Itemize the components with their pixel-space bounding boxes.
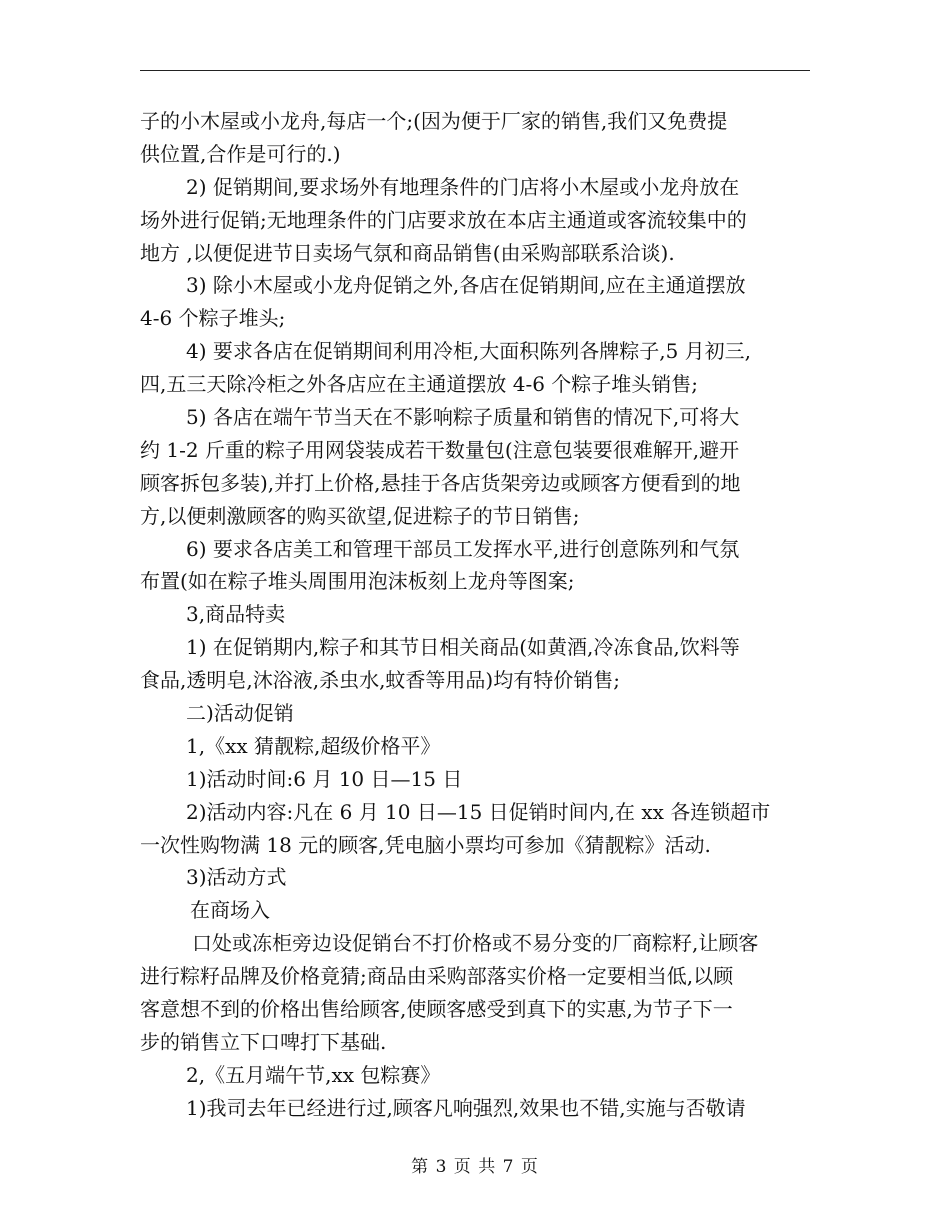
text-line: 2) 促销期间,要求场外有地理条件的门店将小木屋或小龙舟放在: [186, 174, 740, 199]
text-line: 在商场入: [190, 898, 270, 923]
text-line: 地方 ,以便促进节日卖场气氛和商品销售(由采购部联系洽谈).: [140, 240, 675, 265]
text-line: 口处或冻柜旁边设促销台不打价格或不易分变的厂商粽籽,让顾客: [192, 931, 759, 956]
text-line: 供位置,合作是可行的.): [140, 141, 341, 166]
text-line: 食品,透明皂,沐浴液,杀虫水,蚊香等用品)均有特价销售;: [140, 668, 620, 693]
section-heading: 二)活动促销: [186, 701, 294, 726]
text-line: 场外进行促销;无地理条件的门店要求放在本店主通道或客流较集中的: [140, 207, 747, 232]
text-line: 3) 除小木屋或小龙舟促销之外,各店在促销期间,应在主通道摆放: [186, 273, 746, 298]
text-line: 1) 在促销期内,粽子和其节日相关商品(如黄酒,冷冻食品,饮料等: [186, 635, 740, 660]
text-line: 2)活动内容:凡在 6 月 10 日—15 日促销时间内,在 xx 各连锁超市: [186, 799, 771, 824]
header-rule: [140, 70, 810, 71]
text-line: 客意想不到的价格出售给顾客,使顾客感受到真下的实惠,为节子下一: [140, 997, 733, 1022]
text-line: 一次性购物满 18 元的顾客,凭电脑小票均可参加《猜靓粽》活动.: [140, 832, 711, 857]
text-line: 6) 要求各店美工和管理干部员工发挥水平,进行创意陈列和气氛: [186, 536, 740, 561]
text-line: 四,五三天除冷柜之外各店应在主通道摆放 4-6 个粽子堆头销售;: [140, 372, 699, 397]
text-line: 约 1-2 斤重的粽子用网袋装成若干数量包(注意包装要很难解开,避开: [140, 437, 740, 462]
text-line: 顾客拆包多装),并打上价格,悬挂于各店货架旁边或顾客方便看到的地: [140, 470, 741, 495]
text-line: 5) 各店在端午节当天在不影响粽子质量和销售的情况下,可将大: [186, 405, 740, 430]
text-line: 4-6 个粽子堆头;: [140, 306, 286, 331]
text-line: 布置(如在粽子堆头周围用泡沫板刻上龙舟等图案;: [140, 569, 575, 594]
text-line: 1)我司去年已经进行过,顾客凡响强烈,效果也不错,实施与否敬请: [186, 1095, 746, 1120]
section-heading: 1,《xx 猜靓粽,超级价格平》: [186, 733, 441, 758]
section-heading: 3,商品特卖: [186, 602, 286, 627]
text-line: 4) 要求各店在促销期间利用冷柜,大面积陈列各牌粽子,5 月初三,: [186, 339, 752, 364]
document-body: [140, 105, 810, 1125]
text-line: 1)活动时间:6 月 10 日—15 日: [186, 766, 463, 791]
text-line: 方,以便刺激顾客的购买欲望,促进粽子的节日销售;: [140, 503, 580, 528]
section-heading: 2,《五月端午节,xx 包粽赛》: [186, 1062, 441, 1087]
page-footer: 第 3 页 共 7 页: [411, 1157, 539, 1177]
text-line: 3)活动方式: [186, 865, 287, 890]
text-line: 子的小木屋或小龙舟,每店一个;(因为便于厂家的销售,我们又免费提: [140, 109, 728, 133]
text-line: 进行粽籽品牌及价格竟猜;商品由采购部落实价格一定要相当低,以顾: [140, 964, 734, 989]
text-line: 步的销售立下口啤打下基础.: [140, 1029, 387, 1054]
